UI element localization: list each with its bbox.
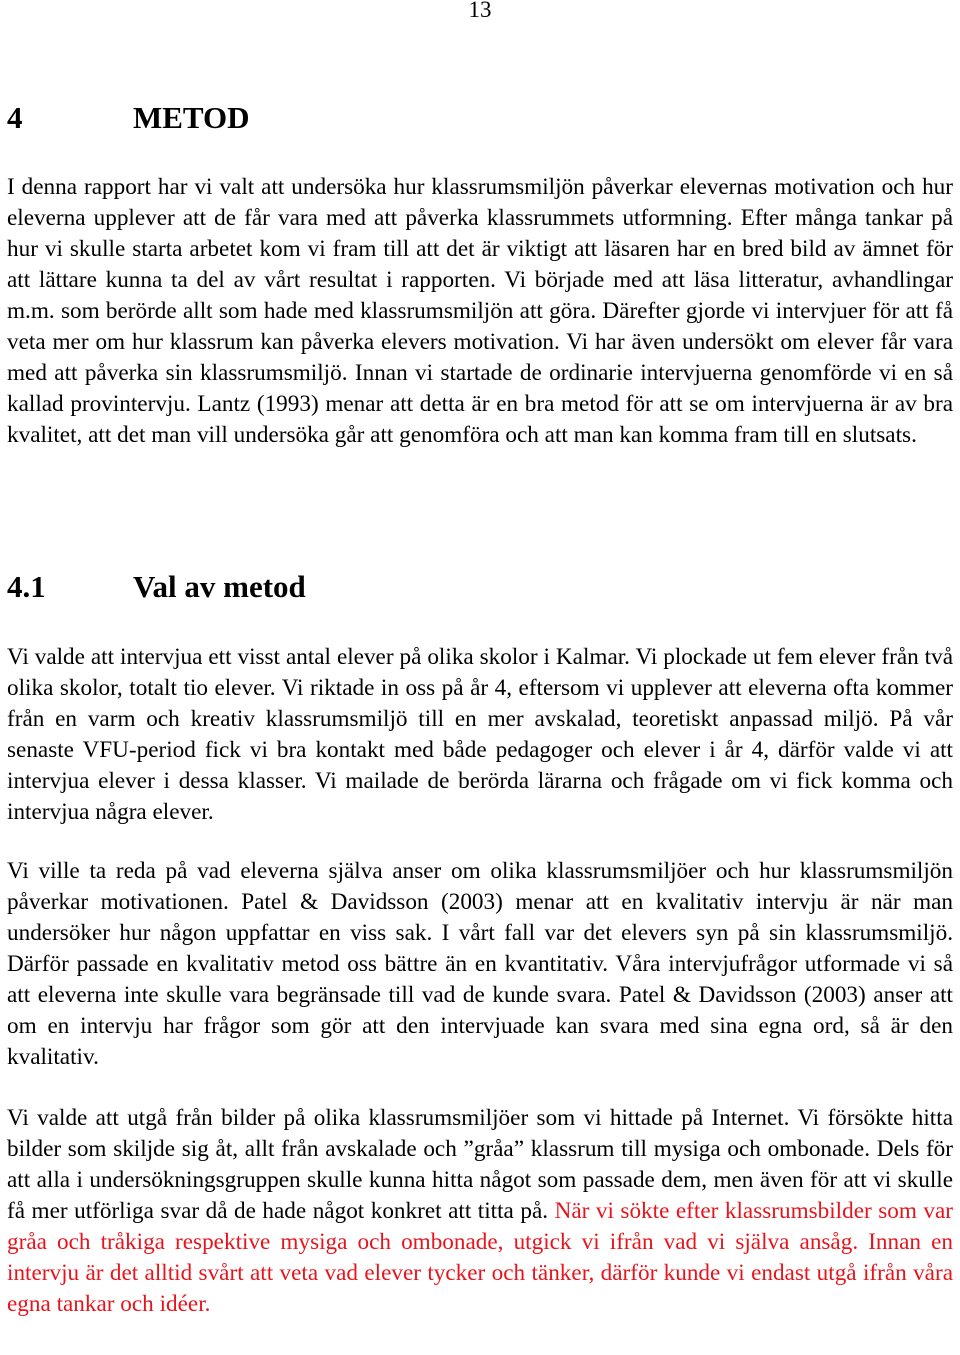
section-title: Val av metod (133, 569, 306, 604)
chapter-heading (7, 100, 953, 136)
method-paragraph-1: Vi valde att intervjua ett visst antal elever på olika skolor i Kalmar. Vi plockade ut fem elever från två olika skolor, totalt tio elever. Vi riktade in oss på år 4, eftersom vi upplever att eleverna ofta kommer från en varm och kreativ klassrumsmiljö till en mer avskalad, teoretiskt anpassad miljö. På vår senaste VFU-period fick vi bra kontakt med både pedagoger och elever i år 4, därför valde vi att intervjua elever i dessa klasser. Vi mailade de berörda lärarna och frågade om vi fick komma och intervjua några elever. (7, 644, 953, 825)
chapter-title: METOD (133, 100, 250, 135)
method-paragraph-2: Vi ville ta reda på vad eleverna själva anser om olika klassrumsmiljöer och hur klassrumsmiljön påverkar motivationen. Patel & Davidsson (2003) menar att en kvalitativ intervju är när man undersöker hur någon uppfattar en viss sak. I vårt fall var det elevers syn på sin klassrumsmiljö. Därför passade en kvalitativ metod oss bättre än en kvantitativ. Våra intervjufrågor utformade vi så att eleverna inte skulle vara begränsade till vad de kunde svara. Patel & Davidsson (2003) anser att om en intervju har frågor som gör att den intervjuade kan svara med sina egna ord, så är den kvalitativ. (7, 858, 953, 1070)
method-paragraph-3 (7, 1103, 953, 1320)
chapter-number: 4 (7, 100, 23, 135)
section-heading (7, 569, 953, 605)
method-paragraph-3-text: Vi valde att utgå från bilder på olika klassrumsmiljöer som vi hittade på Internet. Vi försökte hitta bilder som skiljde sig åt, allt från avskalade och ”gråa” klassrum till mysiga och ombonade. Dels för att alla i undersökningsgruppen skulle kunna hitta något som passade dem, men även för att vi skulle få mer utförliga svar då de hade något konkret att titta på. (7, 1105, 953, 1224)
section-number: 4.1 (7, 569, 46, 604)
intro-paragraph: I denna rapport har vi valt att undersöka hur klassrumsmiljön påverkar elevernas motivation och hur eleverna upplever att de får vara med att påverka klassrummets utformning. Efter många tankar på hur vi skulle starta arbetet kom vi fram till att det är viktigt att läsaren har en bred bild av ämnet för att lättare kunna ta del av vårt resultat i rapporten. Vi började med att läsa litteratur, avhandlingar m.m. som berörde allt som hade med klassrumsmiljön att göra. Därefter gjorde vi intervjuer för att få veta mer om hur klassrum kan påverka elevers motivation. Vi har även undersökt om elever får vara med att påverka sin klassrumsmiljö. Innan vi startade de ordinarie intervjuerna genomförde vi en så kallad provintervju. Lantz (1993) menar att detta är en bra metod för att se om intervjuerna är av bra kvalitet, att det man vill undersöka går att genomföra och att man kan komma fram till en slutsats. (7, 174, 953, 448)
page-number: 13 (468, 0, 492, 22)
highlighted-red-text: När vi sökte efter klassrumsbilder som var gråa och tråkiga respektive mysiga och ombonade, utgick vi ifrån vad vi själva ansåg. Innan en intervju är det alltid svårt att veta vad elever tycker och tänker, därför kunde vi endast utgå ifrån våra egna tankar och idéer. (7, 1198, 954, 1317)
